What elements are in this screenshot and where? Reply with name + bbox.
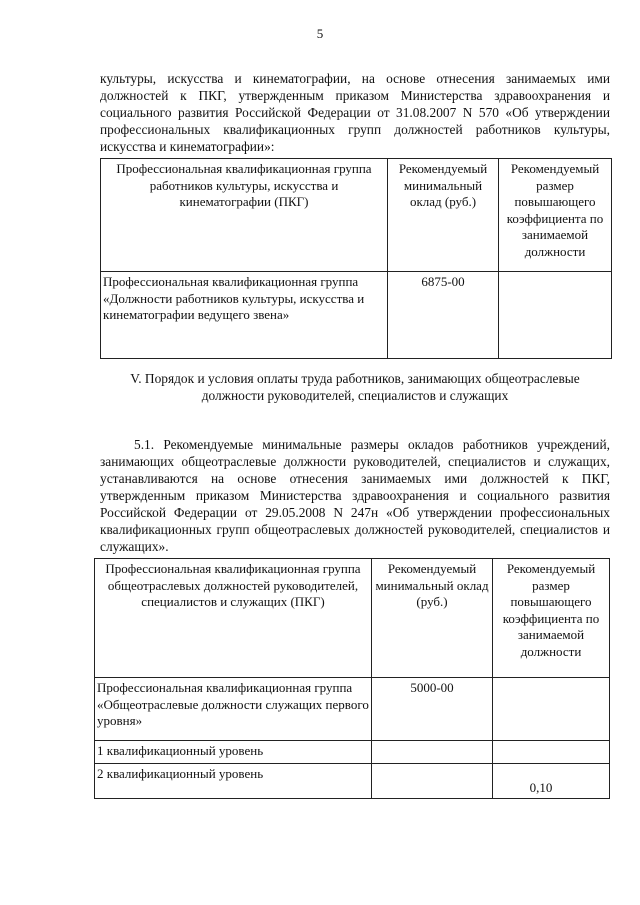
section-heading: V. Порядок и условия оплаты труда работников, занимающих общеотраслевые должности руководителей, специалистов и служащих — [130, 371, 580, 403]
intro-paragraph: культуры, искусства и кинематографии, на основе отнесения занимаемых ими должностей к ПКГ, утвержденным приказом Министерства здравоохранения и социального развития Российской Федерации от 31.08.2007 N 570 «Об утверждении профессиональных квалификационных групп должностей работников культуры, искусства и кинематографии»: — [100, 71, 610, 154]
pkg-culture-table — [100, 158, 612, 359]
header-group: Профессиональная квалификационная группа работников культуры, искусства и кинематографии (ПКГ) — [101, 159, 388, 272]
table-row — [101, 272, 612, 359]
row-salary — [372, 764, 493, 799]
header-coefficient: Рекомендуемый размер повышающего коэффициента по занимаемой должности — [493, 559, 610, 678]
table-row — [95, 764, 610, 799]
header-group: Профессиональная квалификационная группа общеотраслевых должностей руководителей, специалистов и служащих (ПКГ) — [95, 559, 372, 678]
row-group: Профессиональная квалификационная группа «Должности работников культуры, искусства и кинематографии ведущего звена» — [101, 272, 388, 359]
row-group: 1 квалификационный уровень — [95, 741, 372, 764]
row-salary: 6875-00 — [388, 272, 499, 359]
row-coefficient — [493, 678, 610, 741]
table-header-row — [95, 559, 610, 678]
row-salary — [372, 741, 493, 764]
table-header-row — [101, 159, 612, 272]
row-coefficient: 0,10 — [493, 764, 610, 799]
paragraph-5-1: 5.1. Рекомендуемые минимальные размеры окладов работников учреждений, занимающих общеотраслевые должности руководителей, специалистов и служащих, устанавливаются на основе отнесения занимаемых ими должностей к ПКГ, утвержденным приказом Министерства здравоохранения и социального развития Российской Федерации от 29.05.2008 N 247н «Об утверждении профессиональных квалификационных групп общеотраслевых должностей руководителей, специалистов и служащих». — [100, 437, 610, 554]
row-group: 2 квалификационный уровень — [95, 764, 372, 799]
row-salary: 5000-00 — [372, 678, 493, 741]
pkg-general-table — [94, 558, 610, 799]
table-row — [95, 678, 610, 741]
row-coefficient — [493, 741, 610, 764]
header-coefficient: Рекомендуемый размер повышающего коэффициента по занимаемой должности — [499, 159, 612, 272]
page-number: 5 — [316, 26, 324, 41]
table-row — [95, 741, 610, 764]
header-salary: Рекомендуемый минимальный оклад (руб.) — [388, 159, 499, 272]
row-coefficient — [499, 272, 612, 359]
header-salary: Рекомендуемый минимальный оклад (руб.) — [372, 559, 493, 678]
row-group: Профессиональная квалификационная группа «Общеотраслевые должности служащих первого уровня» — [95, 678, 372, 741]
